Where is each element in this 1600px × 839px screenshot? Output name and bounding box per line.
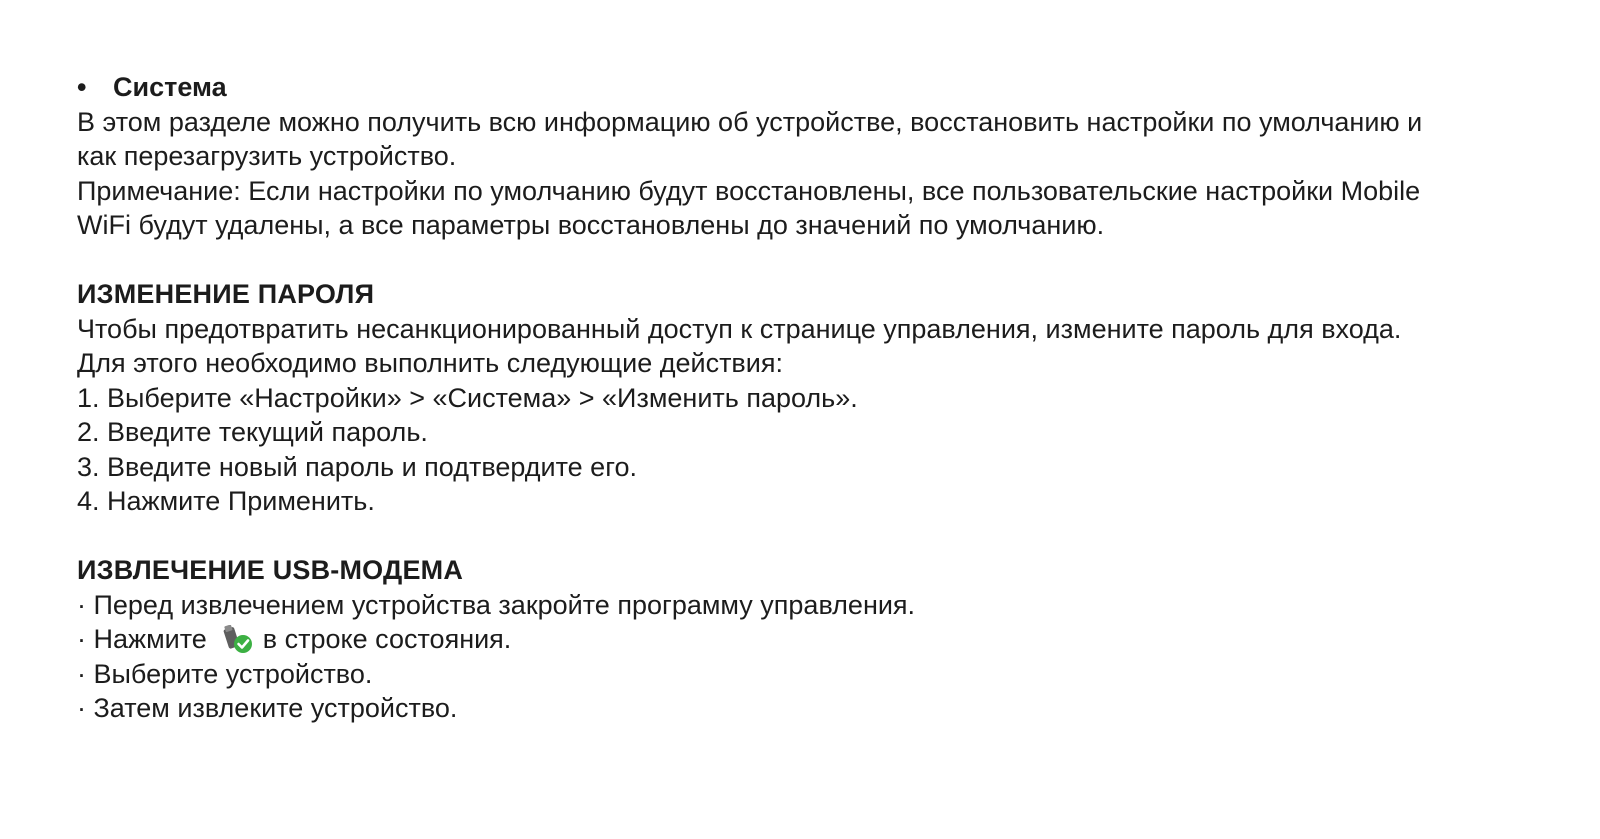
usb-step-with-icon [77, 622, 1577, 657]
password-text-line: Для этого необходимо выполнить следующие действия: [77, 348, 783, 378]
password-section-title: ИЗМЕНЕНИЕ ПАРОЛЯ [77, 279, 375, 309]
bullet-dot: • [77, 72, 87, 102]
usb-step: · Затем извлеките устройство. [77, 693, 458, 723]
document-page [77, 70, 1577, 726]
system-title: Система [113, 72, 227, 102]
system-text-line: как перезагрузить устройство. [77, 141, 457, 171]
password-step: 1. Выберите «Настройки» > «Система» > «Изменить пароль». [77, 382, 858, 413]
system-text-line: В этом разделе можно получить всю информацию об устройстве, восстановить настройки по умолчанию и [77, 106, 1423, 137]
password-text-line: Чтобы предотвратить несанкционированный доступ к странице управления, измените пароль для входа. [77, 313, 1402, 344]
system-note-line: WiFi будут удалены, а все параметры восстановлены до значений по умолчанию. [77, 210, 1105, 240]
usb-step: · Выберите устройство. [77, 658, 373, 689]
usb-section-title: ИЗВЛЕЧЕНИЕ USB-МОДЕМА [77, 555, 464, 585]
usb-safely-remove-icon [221, 625, 255, 655]
usb-step-text-after: в строке состояния. [262, 624, 512, 654]
section-spacer [77, 243, 1577, 278]
system-note-line: Примечание: Если настройки по умолчанию будут восстановлены, все пользовательские настройки Mobile [77, 175, 1421, 206]
password-step: 3. Введите новый пароль и подтвердите его. [77, 451, 637, 482]
usb-step-text-before: · Нажмите [77, 624, 207, 654]
password-step: 4. Нажмите Применить. [77, 486, 375, 516]
section-spacer [77, 519, 1577, 554]
usb-step: · Перед извлечением устройства закройте программу управления. [77, 589, 916, 620]
password-step: 2. Введите текущий пароль. [77, 417, 428, 447]
system-heading [77, 70, 1577, 105]
